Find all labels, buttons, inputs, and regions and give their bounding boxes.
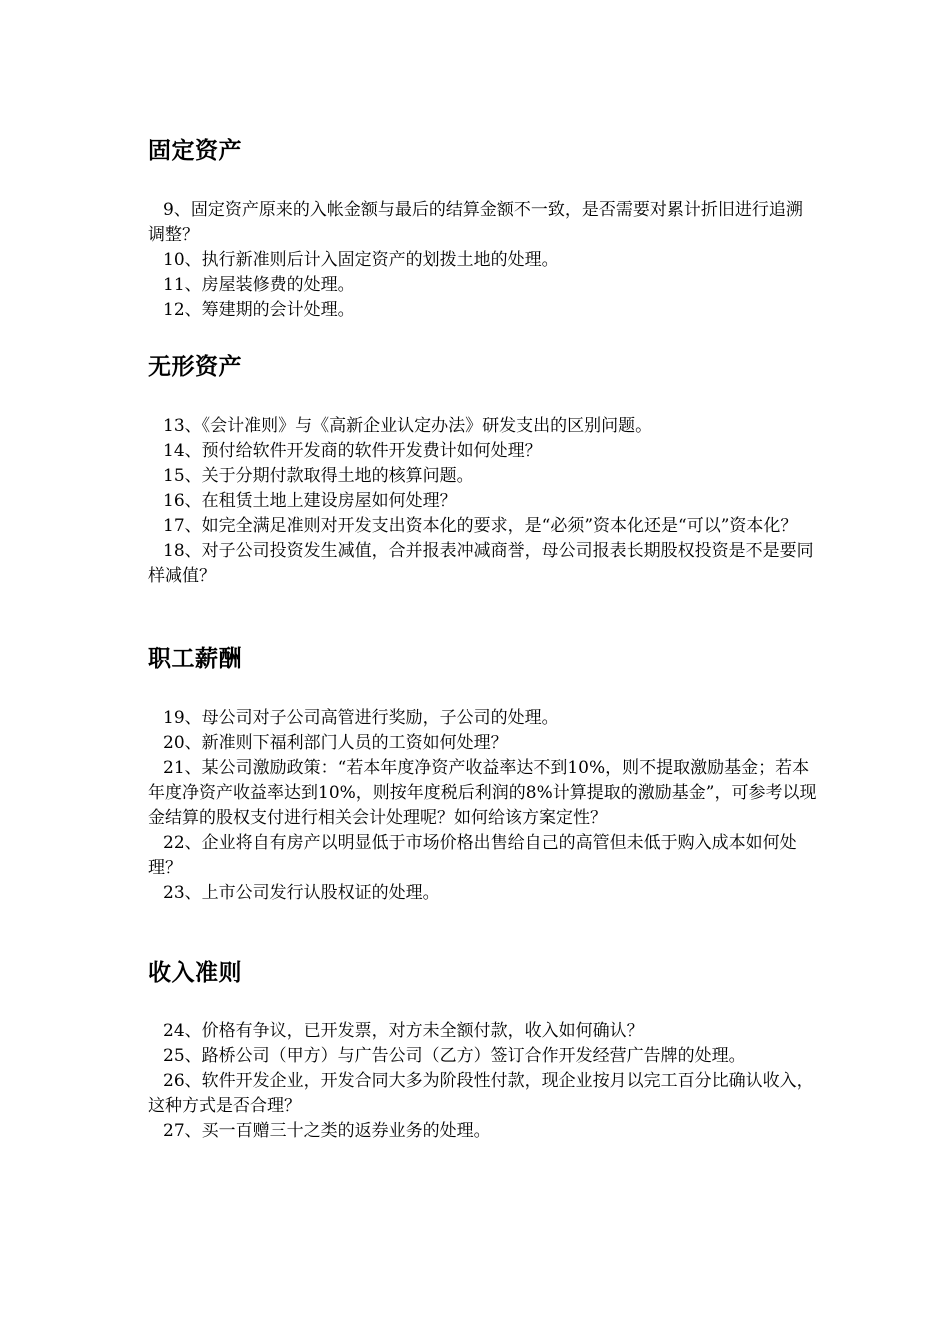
question-item: 14、预付给软件开发商的软件开发费计如何处理？ [163,441,542,461]
section-heading: 固定资产 [148,138,242,164]
section-employee-compensation [148,644,818,906]
question-list [148,1019,818,1144]
question-item: 20、新准则下福利部门人员的工资如何处理？ [163,733,508,753]
question-item: 26、软件开发企业，开发合同大多为阶段性付款，现企业按月以完工百分比确认收入，这种方式是否合理？ [148,1071,814,1116]
question-item: 12、筹建期的会计处理。 [163,300,355,320]
question-item: 17、如完全满足准则对开发支出资本化的要求，是“必须”资本化还是“可以”资本化？ [163,516,798,536]
question-item: 15、关于分期付款取得土地的核算问题。 [163,466,474,486]
question-item: 13、《会计准则》与《高新企业认定办法》研发支出的区别问题。 [163,416,653,436]
section-heading: 无形资产 [148,354,242,380]
question-item: 24、价格有争议，已开发票，对方未全额付款，收入如何确认？ [163,1021,644,1041]
section-intangible-assets [148,352,818,589]
question-item: 25、路桥公司（甲方）与广告公司（乙方）签订合作开发经营广告牌的处理。 [163,1046,746,1066]
question-list [148,198,818,323]
question-item: 22、企业将自有房产以明显低于市场价格出售给自己的高管但未低于购入成本如何处理？ [148,833,797,878]
question-item: 16、在租赁土地上建设房屋如何处理？ [163,491,457,511]
question-list [148,706,818,906]
question-item: 10、执行新准则后计入固定资产的划拨土地的处理。 [163,250,559,270]
question-item: 9、固定资产原来的入帐金额与最后的结算金额不一致，是否需要对累计折旧进行追溯调整？ [148,200,803,245]
section-heading: 收入准则 [148,960,242,986]
question-item: 19、母公司对子公司高管进行奖励，子公司的处理。 [163,708,559,728]
section-heading: 职工薪酬 [148,646,242,672]
section-revenue-standard [148,958,818,1144]
question-list [148,414,818,589]
question-item: 27、买一百赠三十之类的返券业务的处理。 [163,1121,491,1141]
question-item: 23、上市公司发行认股权证的处理。 [163,883,440,903]
question-item: 11、房屋装修费的处理。 [163,275,355,295]
question-item: 21、某公司激励政策：“若本年度净资产收益率达不到10%，则不提取激励基金；若本年度净资产收益率达到10%，则按年度税后利润的8%计算提取的激励基金”，可参考以现金结算的股权支付进行相关会计处理呢？如何给该方案定性？ [148,758,817,828]
question-item: 18、对子公司投资发生减值，合并报表冲减商誉，母公司报表长期股权投资是不是要同样减值？ [148,541,814,586]
section-fixed-assets [148,136,818,323]
